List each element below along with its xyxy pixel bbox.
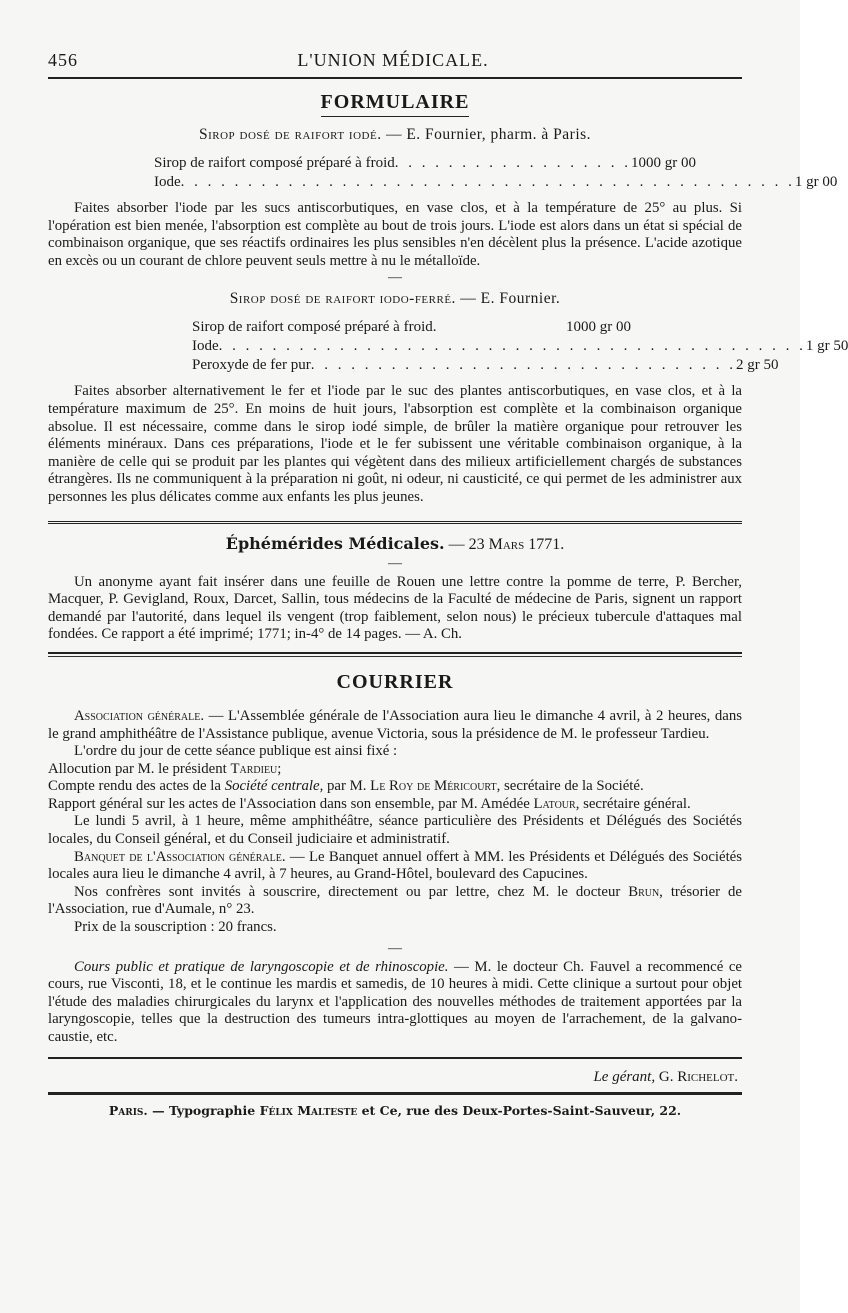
footer-rule <box>48 1092 742 1095</box>
courrier-compte-rendu: Compte rendu des actes de la Société centrale, par M. Le Roy de Méricourt, secrétaire de la Société. <box>48 778 644 795</box>
courrier-allocution: Allocution par M. le président Tardieu; <box>48 760 282 777</box>
signature: Le gérant, G. Richelot. <box>593 1068 738 1085</box>
running-title: L'UNION MÉDICALE. <box>297 50 489 70</box>
ingredient-row: Iode . . . . . . . . . . . . . . . . . . . . . . . . . . . . . . . . . . . . . . . . . . . . . . 1 gr 00 <box>154 174 838 190</box>
ephemerides-text: Un anonyme ayant fait insérer dans une feuille de Rouen une lettre contre la pomme de terre, P. Bercher, Macquer, P. Gevigland, Roux, Darcet, Sallin, tous médecins de la Faculté de médecine de Paris, signent un rapport demandé par l'autorité, dans lequel ils vengent (trop faiblement, selon nous) le précieux tubercule d'attaques mal fondées. Ce rapport a été imprimé; 1771; in-4° de 14 pages. — A. Ch. <box>48 573 742 643</box>
ingredient-row: Peroxyde de fer pur . . . . . . . . . . . . . . . . . . . . . . . . . . . . . . . . 2 gr 50 <box>192 357 779 374</box>
ingredient-row: Iode . . . . . . . . . . . . . . . . . . . . . . . . . . . . . . . . . . . . . . . . . . . . 1 gr 50 <box>192 338 848 355</box>
courrier-title: COURRIER <box>336 670 454 693</box>
recipe2-ingredients <box>48 318 848 375</box>
running-header <box>48 50 742 75</box>
recipe1-ingredients <box>48 154 838 192</box>
separator-dash: — <box>388 270 402 286</box>
courrier-ordre-du-jour: L'ordre du jour de cette séance publique est ainsi fixé : <box>74 743 398 760</box>
courrier-prix: Prix de la souscription : 20 francs. <box>74 919 277 936</box>
footer-rule <box>48 1057 742 1059</box>
recipe1-heading: Sirop dosé de raifort iodé. — E. Fournier, pharm. à Paris. <box>198 126 592 143</box>
ephemerides-title: Éphémérides Médicales. — 23 Mars 1771. <box>225 533 565 553</box>
section-rule <box>48 656 742 657</box>
courrier-association: Association générale. — L'Assemblée générale de l'Association aura lieu le dimanche 4 avril, à 2 heures, dans le grand amphithéâtre de l'Assistance publique, avenue Victoria, sous la présidence de M. le professeur Tardieu. <box>48 707 742 742</box>
ingredient-row: Sirop de raifort composé préparé à froid. 1000 gr 00 <box>192 319 631 336</box>
courrier-souscription: Nos confrères sont invités à souscrire, directement ou par lettre, chez M. le docteur Brun, trésorier de l'Association, rue d'Aumale, n° 23. <box>48 883 742 918</box>
courrier-seance-particuliere: Le lundi 5 avril, à 1 heure, même amphithéâtre, séance particulière des Présidents et Délégués des Sociétés locales, du Conseil général, et du Conseil judiciaire et administratif. <box>48 813 742 848</box>
section-rule <box>48 521 742 524</box>
section-rule <box>48 652 742 654</box>
ingredient-row: Sirop de raifort composé préparé à froid . . . . . . . . . . . . . . . . . . 1000 gr 00 <box>154 155 696 171</box>
recipe1-text: Faites absorber l'iode par les sucs antiscorbutiques, en vase clos, et à la température de 25° au plus. Si l'opération est bien menée, l'absorption est complète au bout de trois jours. L'iode est alors dans un état si spécial de combinaison organique, que ses réactifs ordinaires les plus sensibles n'en décèlent plus la présence. L'acide azotique en excès ou un courant de chlore peuvent seuls mettre à nu le métalloïde. <box>48 200 742 269</box>
recipe2-heading: Sirop dosé de raifort iodo-ferré. — E. Fournier. <box>229 290 561 308</box>
courrier-rapport: Rapport général sur les actes de l'Association dans son ensemble, par M. Amédée Latour, secrétaire général. <box>48 795 691 812</box>
header-rule <box>48 77 742 79</box>
page-number: 456 <box>48 50 78 70</box>
courrier-cours-public: Cours public et pratique de laryngoscopie et de rhinoscopie. — M. le docteur Ch. Fauvel a recommencé ce cours, rue Visconti, 18, et le continue les mardis et samedis, de 10 heures à midi. Cette clinique a surtout pour objet l'étude des maladies chirurgicales du larynx et l'application des nouvelles méthodes de traitement apportées par la laryngoscopie, telles que la destruction des tumeurs intra-glottiques au moyen de l'arrachement, de la galvano-caustie, etc. <box>48 958 742 1045</box>
printer-imprint: Paris. — Typographie Félix Malteste et Ce, rue des Deux-Portes-Saint-Sauveur, 22. <box>108 1102 682 1118</box>
separator-dash: — <box>388 940 402 956</box>
courrier-banquet: Banquet de l'Association générale. — Le Banquet annuel offert à MM. les Présidents et Délégués des Sociétés locales aura lieu le dimanche 4 avril, à 7 heures, au Grand-Hôtel, boulevard des Capucines. <box>48 848 743 883</box>
recipe2-text: Faites absorber alternativement le fer et l'iode par le suc des plantes antiscorbutiques, en vase clos, et à la température maximum de 25°. En moins de huit jours, l'absorption est complète et la combinaison organique absolue. Il est nécessaire, comme dans le sirop iodé simple, de brûler la matière organique pour retrouver les éléments minéraux. Dans ces préparations, l'iode et le fer subissent une véritable combinaison organique, à la manière de celle qui se produit par les plantes qui végètent dans des milieux artificiellement chargés de substances étrangères. Ils ne communiquent à la préparation ni goût, ni odeur, ni causticité, ce qui permet de les administrer aux personnes les plus délicates comme aux enfants les plus jeunes. <box>48 383 742 505</box>
formulaire-title: FORMULAIRE <box>48 91 742 114</box>
separator-dash: — <box>388 555 402 571</box>
